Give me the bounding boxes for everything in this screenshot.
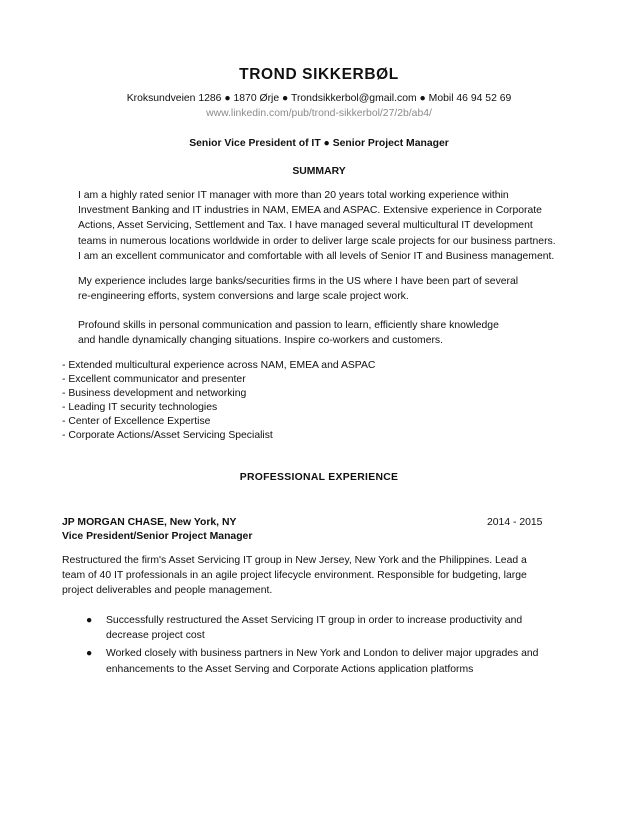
list-item: - Excellent communicator and presenter <box>62 373 246 385</box>
bullet-line: Successfully restructured the Asset Servicing IT group in order to increase productivity and <box>106 615 523 626</box>
list-item: - Extended multicultural experience across NAM, EMEA and ASPAC <box>62 360 376 371</box>
job-dates: 2014 - 2015 <box>487 517 543 528</box>
job-company: JP MORGAN CHASE, New York, NY <box>62 517 237 528</box>
summary-paragraph-1 <box>78 188 556 264</box>
role-headline: Senior Vice President of IT ● Senior Project Manager <box>189 138 449 149</box>
list-item <box>84 613 538 643</box>
summary-line: Profound skills in personal communication and passion to learn, efficiently share knowledge <box>78 320 499 331</box>
summary-line: teams in numerous locations worldwide in order to deliver large scale projects for our business partners. <box>78 235 556 247</box>
summary-line: My experience includes large banks/securities firms in the US where I have been part of several <box>78 276 519 287</box>
job-title: Vice President/Senior Project Manager <box>62 531 253 542</box>
summary-line: I am an excellent communicator and comfortable with all levels of Senior IT and Business management. <box>78 250 555 262</box>
list-item: - Corporate Actions/Asset Servicing Specialist <box>62 429 273 441</box>
bullet-line: enhancements to the Asset Serving and Corporate Actions application platforms <box>106 663 474 675</box>
summary-paragraph-3 <box>78 318 499 348</box>
bullet-line: Worked closely with business partners in New York and London to deliver major upgrades and <box>106 648 539 660</box>
list-item: - Center of Excellence Expertise <box>62 415 211 427</box>
bullet-icon: ● <box>86 648 93 660</box>
contact-line: Kroksundveien 1286 ● 1870 Ørje ● Trondsikkerbol@gmail.com ● Mobil 46 94 52 69 <box>126 93 512 104</box>
summary-line: re-engineering efforts, system conversions and large scale project work. <box>78 291 409 303</box>
summary-line: and handle dynamically changing situations. Inspire co-workers and customers. <box>78 335 444 347</box>
job-description <box>62 553 527 599</box>
list-item <box>84 646 538 676</box>
list-item: - Leading IT security technologies <box>62 401 218 413</box>
list-item: - Business development and networking <box>62 387 247 399</box>
job-description-line: project deliverables and people management. <box>62 585 273 597</box>
candidate-name: TROND SIKKERBØL <box>239 66 399 83</box>
bullet-icon: ● <box>86 615 93 626</box>
summary-line: Actions, Asset Servicing, Settlement and Tax. I have managed several multicultural IT development <box>78 220 533 232</box>
highlights-list <box>62 359 375 442</box>
summary-paragraph-2 <box>78 274 518 304</box>
experience-heading: PROFESSIONAL EXPERIENCE <box>239 472 399 483</box>
summary-line: Investment Banking and IT industries in NAM, EMEA and ASPAC. Extensive experience in Corporate <box>78 205 542 217</box>
job-achievements <box>84 613 538 680</box>
job-description-line: Restructured the firm's Asset Servicing IT group in New Jersey, New York and the Philippines. Lead a <box>62 555 527 566</box>
summary-heading: SUMMARY <box>292 166 346 177</box>
summary-line: I am a highly rated senior IT manager with more than 20 years total working experience within <box>78 190 509 201</box>
linkedin-link[interactable]: www.linkedin.com/pub/trond-sikkerbol/27/2b/ab4/ <box>206 108 432 119</box>
job-description-line: team of 40 IT professionals in an agile project lifecycle environment. Responsible for budgeting, large <box>62 570 527 582</box>
bullet-line: decrease project cost <box>106 630 205 642</box>
